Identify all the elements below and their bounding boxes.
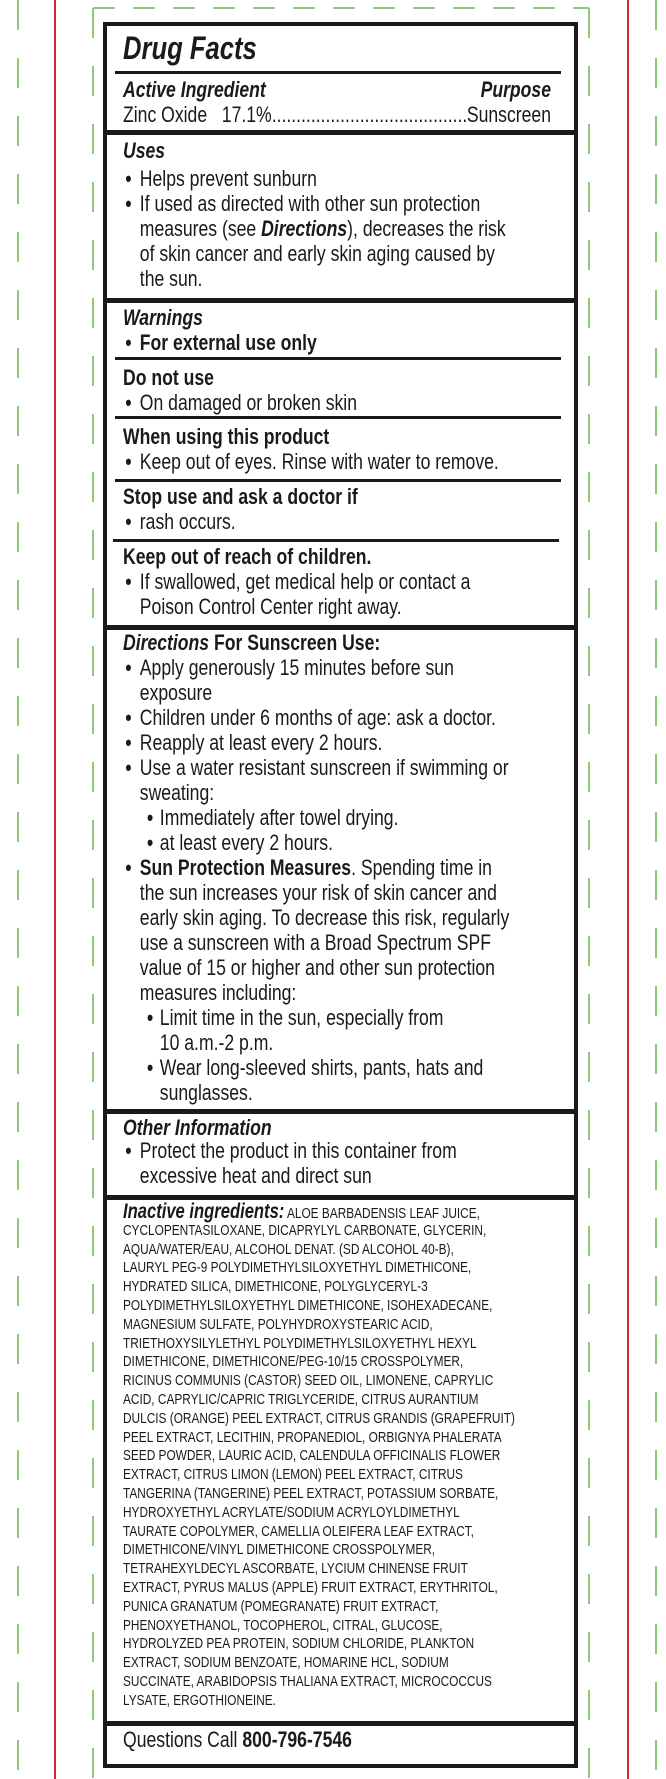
list-item: • Use a water resistant sunscreen if swimming or: [123, 755, 559, 780]
when-using-heading: When using this product: [123, 424, 330, 449]
inactive-line: POLYDIMETHYLSILOXYETHYL DIMETHICONE, ISOHEXADECANE,: [123, 1296, 493, 1314]
active-ingredient-purpose: Sunscreen: [466, 102, 551, 127]
nested-list-item: • Limit time in the sun, especially from: [123, 1005, 559, 1030]
keep-out-heading: Keep out of reach of children.: [123, 544, 372, 569]
trim-line-left-inner: [92, 8, 94, 1779]
list-item: • On damaged or broken skin: [123, 390, 559, 415]
list-item-continued: exposure: [139, 680, 213, 705]
inactive-line: HYDRATED SILICA, DIMETHICONE, POLYGLYCERYL-3: [123, 1278, 428, 1296]
list-item-continued: early skin aging. To decrease this risk, regularly: [139, 905, 510, 930]
inactive-line: HYDROXYETHYL ACRYLATE/SODIUM ACRYLOYLDIMETHYL: [123, 1503, 460, 1521]
inactive-line: [123, 1200, 565, 1223]
when-using-section: [123, 424, 559, 474]
list-item: • If swallowed, get medical help or contact a: [123, 570, 559, 595]
inactive-line: EXTRACT, PYRUS MALUS (APPLE) FRUIT EXTRACT, ERYTHRITOL,: [123, 1578, 498, 1596]
text: ), decreases the risk: [347, 216, 506, 241]
inactive-line: SEED POWDER, LAURIC ACID, CALENDULA OFFICINALIS FLOWER: [123, 1447, 501, 1465]
uses-heading: Uses: [123, 138, 166, 163]
inactive-line: HYDROLYZED PEA PROTEIN, SODIUM CHLORIDE, PLANKTON: [123, 1635, 475, 1653]
inactive-line: DIMETHICONE/VINYL DIMETHICONE CROSSPOLYMER,: [123, 1541, 436, 1559]
purpose-heading: Purpose: [480, 77, 551, 102]
list-item-continued: the sun increases your risk of skin cancer and: [139, 880, 497, 905]
list-item-continued: excessive heat and direct sun: [139, 1163, 372, 1188]
list-item: • If used as directed with other sun protection: [123, 191, 559, 216]
divider: [115, 357, 561, 360]
divider: [103, 1109, 578, 1114]
trim-line-right-outer: [655, 0, 657, 1779]
inactive-line: TRIETHOXYSILYLETHYL POLYDIMETHYLSILOXYETHYL HEXYL: [123, 1334, 477, 1352]
list-item: • For external use only: [123, 330, 559, 355]
stop-use-heading: Stop use and ask a doctor if: [123, 484, 358, 509]
list-item: • Keep out of eyes. Rinse with water to remove.: [123, 449, 559, 474]
nested-list-item-continued: sunglasses.: [159, 1080, 253, 1105]
active-ingredient-row: [123, 102, 551, 127]
bleed-line-left: [54, 0, 56, 1779]
other-information-section: [123, 1116, 559, 1189]
stop-use-section: [123, 484, 559, 534]
inactive-line: TAURATE COPOLYMER, CAMELLIA OLEIFERA LEAF EXTRACT,: [123, 1522, 474, 1540]
inactive-line: TANGERINA (TANGERINE) PEEL EXTRACT, POTASSIUM SORBATE,: [123, 1484, 499, 1502]
directions-section: [123, 630, 559, 1105]
list-item: • rash occurs.: [123, 509, 559, 534]
divider: [103, 298, 578, 303]
directions-heading-rest: For Sunscreen Use:: [209, 630, 381, 655]
text: ALOE BARBADENSIS LEAF JUICE,: [286, 1205, 480, 1222]
trim-line-right-inner: [588, 8, 590, 1779]
inactive-line: ACID, CAPRYLIC/CAPRIC TRIGLYCERIDE, CITRUS AURANTIUM: [123, 1390, 479, 1408]
page-title: Drug Facts: [123, 30, 257, 66]
nested-list-item: • Wear long-sleeved shirts, pants, hats and: [123, 1055, 559, 1080]
list-item: • Protect the product in this container from: [123, 1139, 559, 1164]
inactive-line: TETRAHEXYLDECYL ASCORBATE, LYCIUM CHINENSE FRUIT: [123, 1560, 468, 1578]
list-item-continued: use a sunscreen with a Broad Spectrum SPF: [139, 930, 492, 955]
trim-line-top: [93, 7, 589, 9]
inactive-line: MAGNESIUM SULFATE, POLYHYDROXYSTEARIC ACID,: [123, 1315, 433, 1333]
divider: [103, 130, 578, 135]
list-item: • Helps prevent sunburn: [123, 166, 559, 191]
list-item-continued: measures including:: [139, 980, 297, 1005]
inactive-line: RICINUS COMMUNIS (CASTOR) SEED OIL, LIMONENE, CAPRYLIC: [123, 1372, 494, 1390]
inactive-line: SUCCINATE, ARABIDOPSIS THALIANA EXTRACT, MICROCOCCUS: [123, 1672, 492, 1690]
list-item: • Reapply at least every 2 hours.: [123, 730, 559, 755]
directions-heading-em: Directions: [123, 630, 210, 655]
inactive-line: PHENOXYETHANOL, TOCOPHEROL, CITRAL, GLUCOSE,: [123, 1616, 443, 1634]
do-not-use-heading: Do not use: [123, 365, 214, 390]
nested-list-item: • Immediately after towel drying.: [123, 805, 559, 830]
divider: [115, 479, 561, 482]
questions-section: [123, 1727, 559, 1752]
list-item: • Children under 6 months of age: ask a doctor.: [123, 705, 559, 730]
nested-list-item-continued: 10 a.m.-2 p.m.: [159, 1030, 274, 1055]
active-header-row: [123, 77, 551, 102]
list-item-continued: Poison Control Center right away.: [139, 594, 402, 619]
inactive-line: PUNICA GRANATUM (POMEGRANATE) FRUIT EXTRACT,: [123, 1597, 439, 1615]
list-item-continued: sweating:: [139, 780, 215, 805]
warnings-section: [123, 305, 559, 355]
list-item-continued: value of 15 or higher and other sun protection: [139, 955, 495, 980]
inactive-line: DULCIS (ORANGE) PEEL EXTRACT, CITRUS GRANDIS (GRAPEFRUIT): [123, 1409, 515, 1427]
other-information-heading: Other Information: [123, 1115, 272, 1140]
active-ingredient-section: [123, 77, 551, 127]
inactive-line: EXTRACT, CITRUS LIMON (LEMON) PEEL EXTRACT, CITRUS: [123, 1466, 463, 1484]
dot-leader: [272, 102, 467, 127]
list-item-continued: of skin cancer and early skin aging caused by: [139, 241, 495, 266]
directions-heading: [123, 630, 559, 655]
list-item: • Apply generously 15 minutes before sun: [123, 655, 559, 680]
questions-line: [123, 1727, 559, 1752]
uses-section: [123, 138, 559, 291]
list-item-continued: the sun.: [139, 266, 203, 291]
drug-facts-header: [123, 28, 559, 68]
inactive-ingredients-section: [123, 1200, 565, 1711]
inactive-line: AQUA/WATER/EAU, ALCOHOL DENAT. (SD ALCOHOL 40-B),: [123, 1240, 454, 1258]
directions-reference: Directions: [261, 216, 348, 241]
trim-line-left-outer: [17, 0, 19, 1779]
sun-protection-label: Sun Protection Measures: [139, 855, 352, 880]
warnings-heading: Warnings: [123, 305, 203, 330]
phone-number: 800-796-7546: [242, 1727, 352, 1752]
list-item-continued: [123, 216, 559, 241]
inactive-ingredients-heading: Inactive ingredients:: [123, 1200, 285, 1223]
inactive-line: EXTRACT, SODIUM BENZOATE, HOMARINE HCL, SODIUM: [123, 1654, 449, 1672]
do-not-use-section: [123, 365, 559, 415]
divider: [115, 416, 561, 419]
divider: [115, 71, 561, 74]
inactive-line: DIMETHICONE, DIMETHICONE/PEG-10/15 CROSSPOLYMER,: [123, 1353, 464, 1371]
nested-list-item: • at least every 2 hours.: [123, 830, 559, 855]
keep-out-of-reach-section: [123, 545, 559, 620]
inactive-line: PEEL EXTRACT, LECITHIN, PROPANEDIOL, ORBIGNYA PHALERATA: [123, 1428, 502, 1446]
inactive-line: LYSATE, ERGOTHIONEINE.: [123, 1691, 276, 1709]
divider: [103, 1721, 578, 1726]
inactive-line: LAURYL PEG-9 POLYDIMETHYLSILOXYETHYL DIMETHICONE,: [123, 1259, 472, 1277]
questions-label: Questions Call: [123, 1727, 243, 1752]
text: measures (see: [139, 216, 262, 241]
list-item: [123, 855, 559, 880]
divider: [113, 539, 559, 542]
text: . Spending time in: [351, 855, 492, 880]
active-ingredient-heading: Active Ingredient: [123, 77, 266, 102]
bleed-line-right: [627, 0, 629, 1779]
inactive-line: CYCLOPENTASILOXANE, DICAPRYLYL CARBONATE, GLYCERIN,: [123, 1221, 487, 1239]
active-ingredient-name: Zinc Oxide 17.1%: [123, 102, 272, 127]
